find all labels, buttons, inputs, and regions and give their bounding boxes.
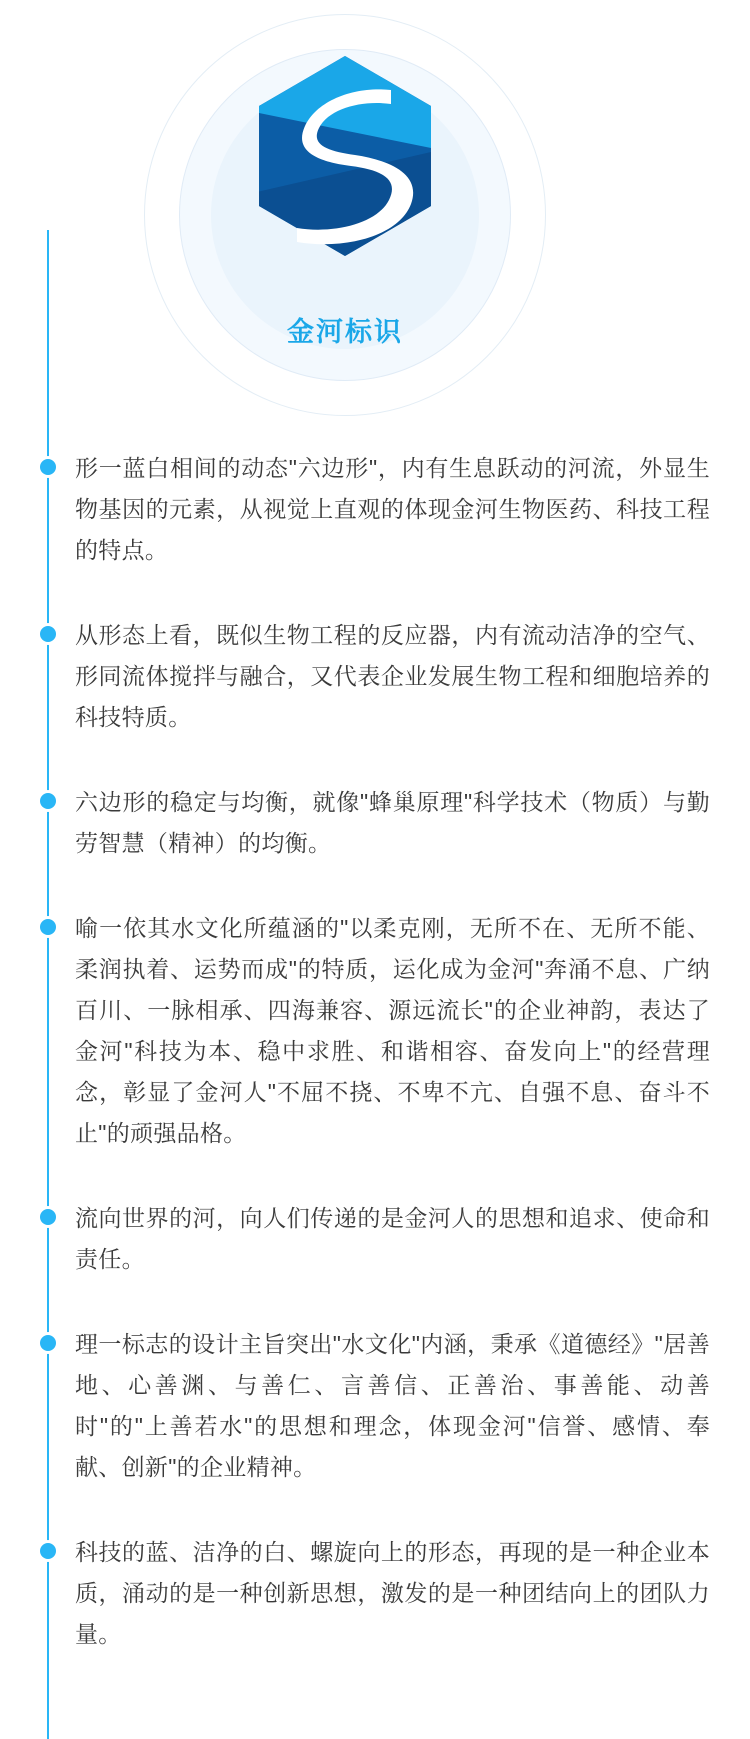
list-item-text: 科技的蓝、洁净的白、螺旋向上的形态，再现的是一种企业本质，涌动的是一种创新思想，激发的是一种团结向上的团队力量。 xyxy=(75,1539,710,1647)
hexagon-logo-mark xyxy=(259,56,431,256)
list-item xyxy=(0,615,750,782)
bullet-dot-icon xyxy=(40,1335,56,1351)
list-item-text: 从形态上看，既似生物工程的反应器，内有流动洁净的空气、形同流体搅拌与融合，又代表企业发展生物工程和细胞培养的科技特质。 xyxy=(75,622,710,730)
list-item xyxy=(0,448,750,615)
list-item xyxy=(0,1324,750,1532)
logo-stage xyxy=(140,10,550,420)
list-item xyxy=(0,908,750,1198)
logo-section xyxy=(0,0,750,430)
list-item-text: 喻一依其水文化所蕴涵的"以柔克刚，无所不在、无所不能、柔润执着、运势而成"的特质，运化成为金河"奔涌不息、广纳百川、一脉相承、四海兼容、源远流长"的企业神韵，表达了金河"科技为本、稳中求胜、和谐相容、奋发向上"的经营理念，彰显了金河人"不屈不挠、不卑不亢、自强不息、奋斗不止"的顽强品格。 xyxy=(75,915,710,1146)
bullet-dot-icon xyxy=(40,1209,56,1225)
bullet-dot-icon xyxy=(40,626,56,642)
bullet-dot-icon xyxy=(40,793,56,809)
bullet-dot-icon xyxy=(40,919,56,935)
logo-caption: 金河标识 xyxy=(287,317,403,347)
timeline-list xyxy=(0,430,750,1739)
list-item xyxy=(0,1198,750,1324)
list-item xyxy=(0,782,750,908)
list-item-text: 流向世界的河，向人们传递的是金河人的思想和追求、使命和责任。 xyxy=(75,1205,710,1272)
list-item-text: 理一标志的设计主旨突出"水文化"内涵，秉承《道德经》"居善地、心善渊、与善仁、言善信、正善治、事善能、动善时"的"上善若水"的思想和理念，体现金河"信誉、感情、奉献、创新"的企业精神。 xyxy=(75,1331,710,1480)
s-swirl-icon xyxy=(259,56,431,256)
list-item-text: 形一蓝白相间的动态"六边形"，内有生息跃动的河流，外显生物基因的元素，从视觉上直观的体现金河生物医药、科技工程的特点。 xyxy=(75,455,710,563)
bullet-dot-icon xyxy=(40,459,56,475)
list-item-text: 六边形的稳定与均衡，就像"蜂巢原理"科学技术（物质）与勤劳智慧（精神）的均衡。 xyxy=(75,789,710,856)
bullet-dot-icon xyxy=(40,1543,56,1559)
list-item xyxy=(0,1532,750,1699)
